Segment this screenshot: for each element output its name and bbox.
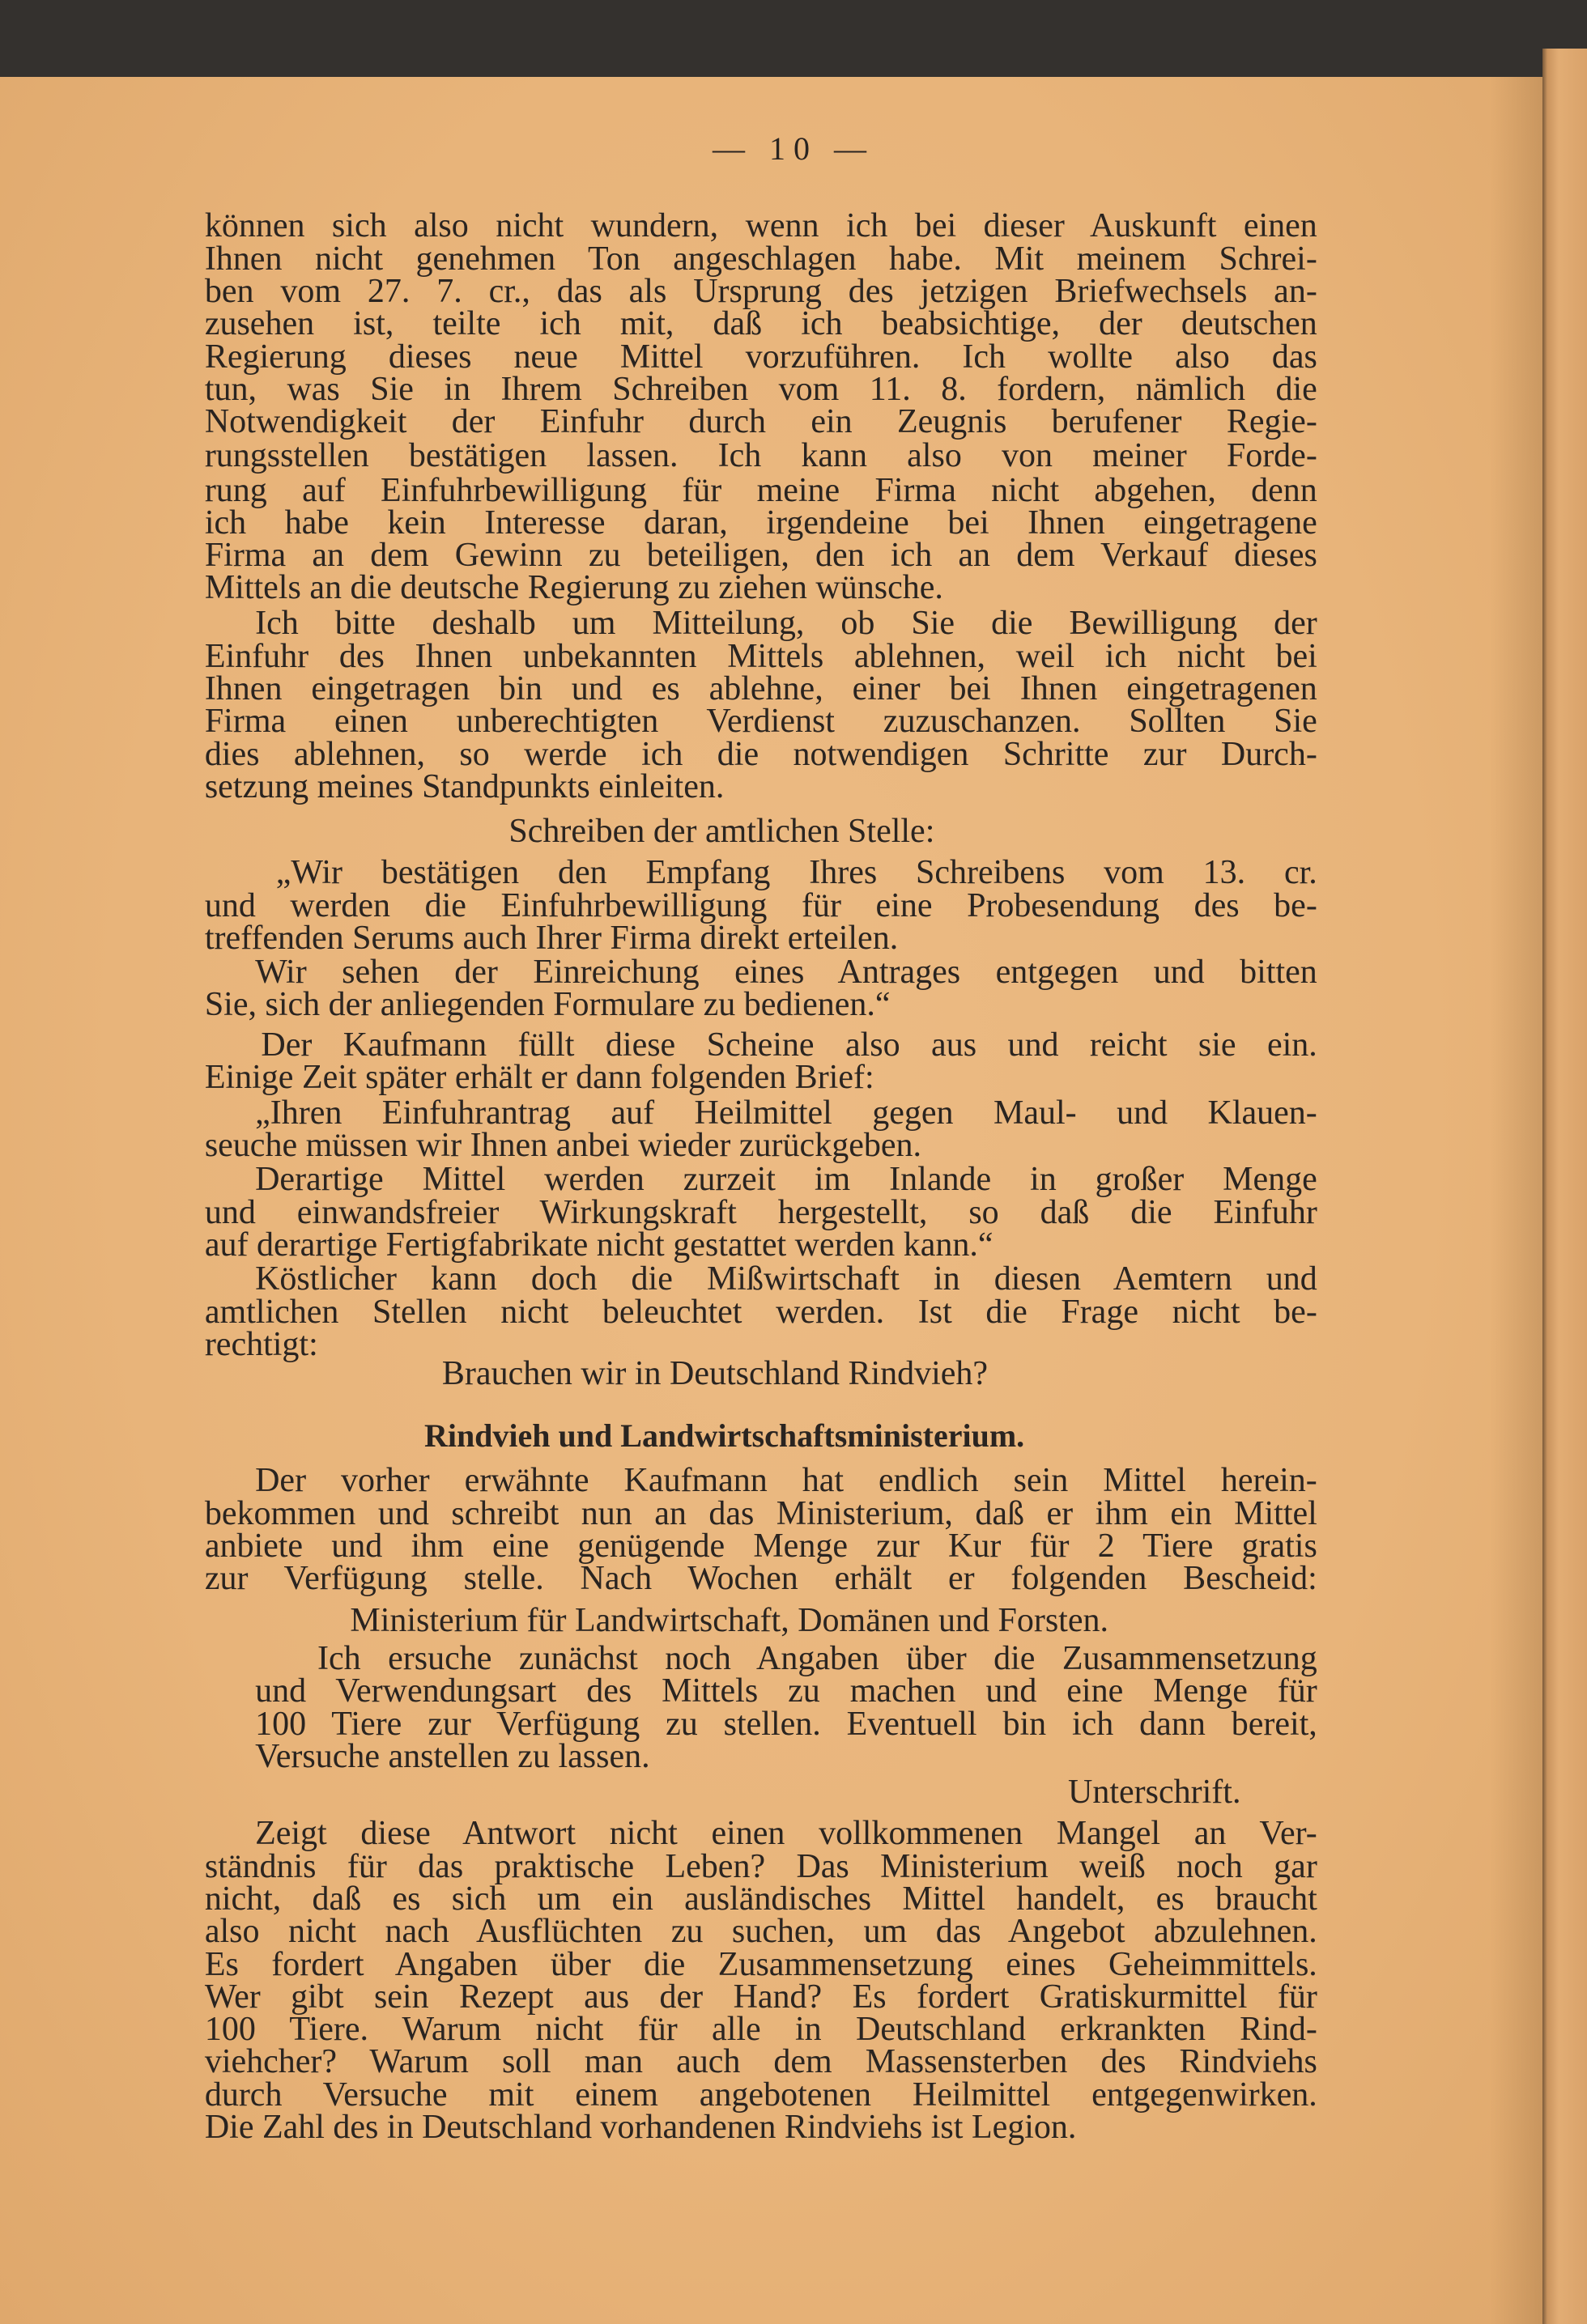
text-line: Zeigt diese Antwort nicht einen vollkommenen Mangel an Ver- [255,1815,1317,1853]
text-line: Wir sehen der Einreichung eines Antrages entgegen und bitten [255,953,1317,991]
text-line: dies ablehnen, so werde ich die notwendigen Schritte zur Durch- [204,735,1317,773]
text-line: „Wir bestätigen den Empfang Ihres Schreibens vom 13. cr. [275,854,1317,892]
text-line: treffenden Serums auch Ihrer Firma direkt erteilen. [204,919,899,957]
text-line: Firma an dem Gewinn zu beteiligen, den ich an dem Verkauf dieses [204,537,1317,575]
text-line: 100 Tiere. Warum nicht für alle in Deutschland erkrankten Rind- [204,2011,1317,2049]
text-line: können sich also nicht wundern, wenn ich bei dieser Auskunft einen [204,207,1317,245]
text-line: ich habe kein Interesse daran, irgendeine bei Ihnen eingetragene [204,503,1317,542]
text-line: Köstlicher kann doch die Mißwirtschaft in diesen Aemtern und [255,1260,1317,1298]
text-line: Brauchen wir in Deutschland Rindvieh? [441,1355,989,1393]
text-line: Schreiben der amtlichen Stelle: [508,812,935,850]
text-line: ben vom 27. 7. cr., das als Ursprung des jetzigen Briefwechsels an- [204,273,1317,311]
text-line: Ministerium für Landwirtschaft, Domänen und Forsten. [350,1601,1108,1639]
text-line: auf derartige Fertigfabrikate nicht gestattet werden kann.“ [204,1226,993,1264]
text-line: Ich ersuche zunächst noch Angaben über die Zusammensetzung [317,1640,1317,1678]
text-line: Der Kaufmann füllt diese Scheine also aus und reicht sie ein. [261,1026,1317,1064]
text-line: Die Zahl des in Deutschland vorhandenen Rindviehs ist Legion. [204,2109,1077,2147]
text-line: Versuche anstellen zu lassen. [255,1738,650,1776]
text-line: durch Versuche mit einem angebotenen Heilmittel entgegenwirken. [204,2075,1317,2114]
text-line: Wer gibt sein Rezept aus der Hand? Es fordert Gratiskurmittel für [204,1978,1317,2016]
text-line: Einfuhr des Ihnen unbekannten Mittels ablehnen, weil ich nicht bei [204,637,1317,675]
text-line: Der vorher erwähnte Kaufmann hat endlich sein Mittel herein- [255,1462,1317,1500]
text-line: und einwandsfreier Wirkungskraft hergestellt, so daß die Einfuhr [204,1193,1317,1231]
text-line: nicht, daß es sich um ein ausländisches Mittel handelt, es braucht [204,1880,1317,1918]
text-line: Sie, sich der anliegenden Formulare zu bedienen.“ [204,986,891,1024]
text-line: 100 Tiere zur Verfügung zu stellen. Eventuell bin ich dann bereit, [255,1705,1317,1743]
text-line: Ihnen nicht genehmen Ton angeschlagen habe. Mit meinem Schrei- [204,240,1317,278]
text-line: Es fordert Angaben über die Zusammensetzung eines Geheimmittels. [204,1945,1317,1983]
text-line: amtlichen Stellen nicht beleuchtet werden. Ist die Frage nicht be- [204,1293,1317,1331]
next-page-edge [1542,49,1587,2324]
section-heading: Rindvieh und Landwirtschaftsministerium. [423,1417,1025,1455]
text-line: Mittels an die deutsche Regierung zu ziehen wünsche. [204,569,943,607]
text-line: rung auf Einfuhrbewilligung für meine Firma nicht abgehen, denn [204,471,1317,509]
text-line: zur Verfügung stelle. Nach Wochen erhält er folgenden Bescheid: [204,1560,1317,1598]
text-line: rechtigt: [204,1325,318,1363]
text-line: zusehen ist, teilte ich mit, daß ich beabsichtige, der deutschen [204,305,1317,343]
text-line: rungsstellen bestätigen lassen. Ich kann also von meiner Forde- [204,437,1317,475]
text-line: also nicht nach Ausflüchten zu suchen, um das Angebot abzulehnen. [204,1913,1317,1951]
text-line: ständnis für das praktische Leben? Das Ministerium weiß noch gar [204,1847,1317,1885]
text-line: und werden die Einfuhrbewilligung für eine Probesendung des be- [204,886,1317,924]
text-line: Ich bitte deshalb um Mitteilung, ob Sie die Bewilligung der [255,605,1317,643]
page-number: — 10 — [713,130,874,167]
text-line: Notwendigkeit der Einfuhr durch ein Zeugnis berufener Regie- [204,403,1317,441]
text-line: anbiete und ihm eine genügende Menge zur Kur für 2 Tiere gratis [204,1527,1317,1565]
text-line: Regierung dieses neue Mittel vorzuführen. Ich wollte also das [204,338,1317,376]
text-line: bekommen und schreibt nun an das Ministerium, daß er ihm ein Mittel [204,1494,1317,1532]
text-line: und Verwendungsart des Mittels zu machen und eine Menge für [255,1672,1317,1710]
text-line: setzung meines Standpunkts einleiten. [204,767,725,805]
text-line: Einige Zeit später erhält er dann folgenden Brief: [204,1059,874,1097]
text-line: Firma einen unberechtigten Verdienst zuzuschanzen. Sollten Sie [204,703,1317,741]
page-shadow [1490,77,1542,2324]
text-line: Unterschrift. [1068,1774,1241,1812]
text-line: „Ihren Einfuhrantrag auf Heilmittel gegen Maul- und Klauen- [255,1094,1317,1132]
text-line: tun, was Sie in Ihrem Schreiben vom 11. 8. fordern, nämlich die [204,371,1317,408]
text-line: viehcher? Warum soll man auch dem Massensterben des Rindviehs [204,2043,1317,2081]
text-line: seuche müssen wir Ihnen anbei wieder zurückgeben. [204,1127,921,1165]
text-line: Derartige Mittel werden zurzeit im Inlande in großer Menge [255,1161,1317,1199]
text-line: Ihnen eingetragen bin und es ablehne, einer bei Ihnen eingetragenen [204,670,1317,708]
